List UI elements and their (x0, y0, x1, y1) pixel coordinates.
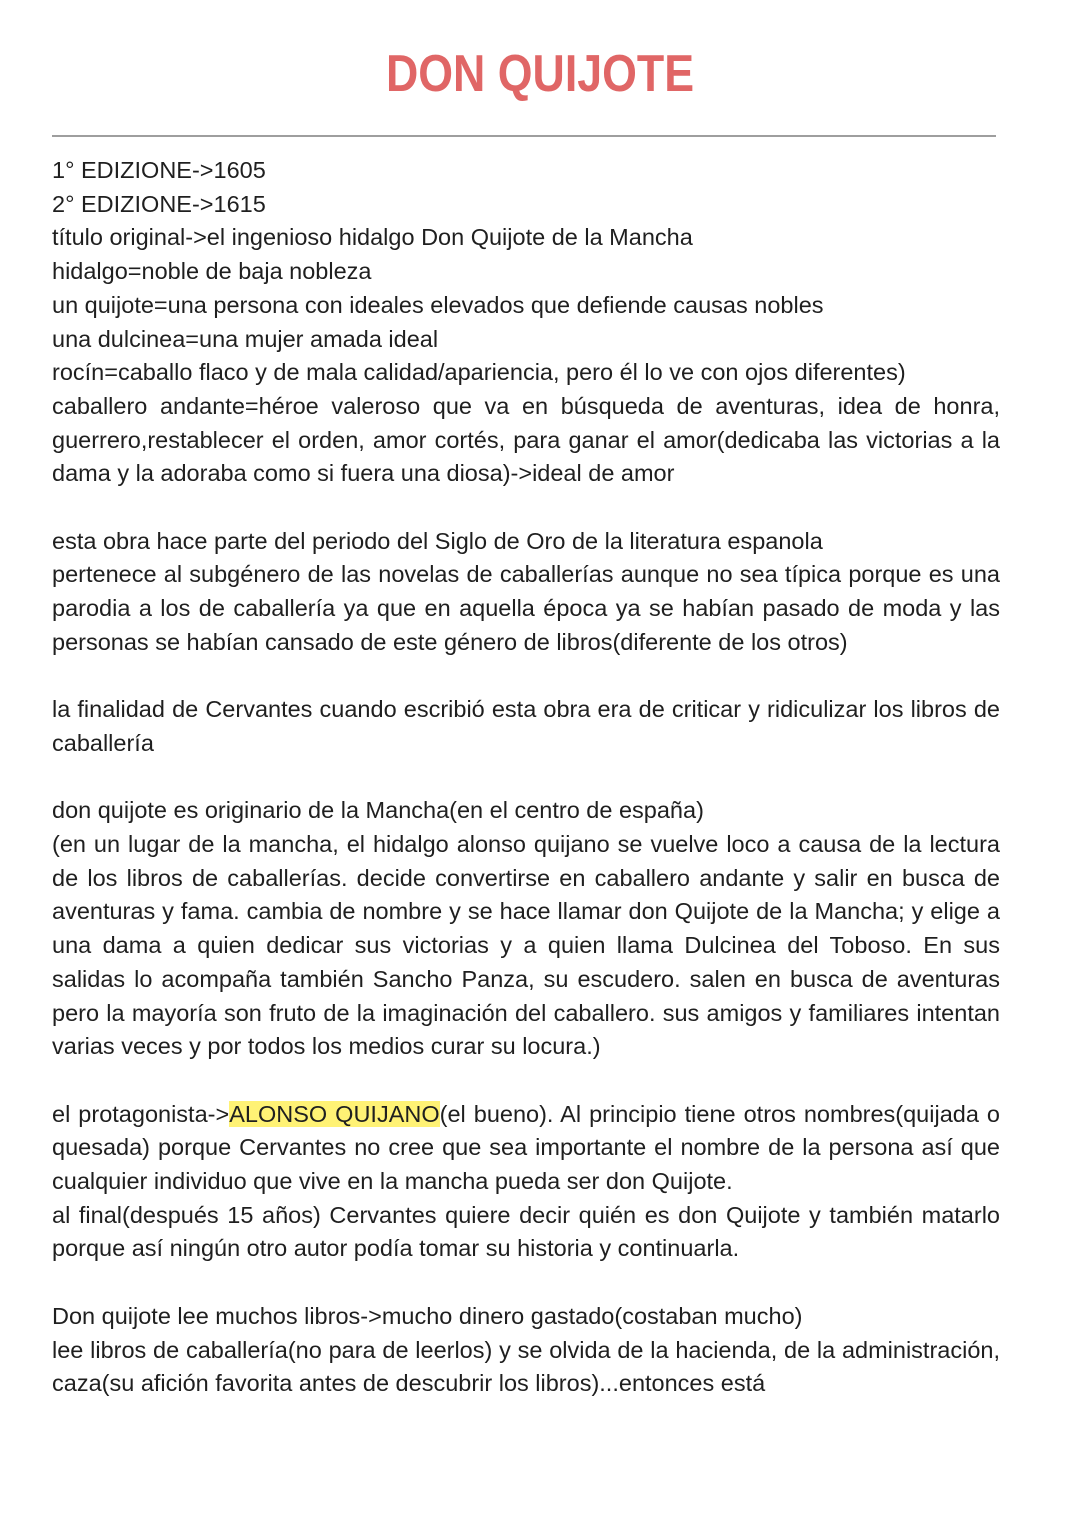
periodo-paragraph: esta obra hace parte del periodo del Siglo de Oro de la literatura espanola (52, 527, 823, 554)
dulcinea-definition: una dulcinea=una mujer amada ideal (52, 325, 439, 352)
document-body (52, 154, 1000, 1401)
paragraph-gap (52, 491, 1000, 525)
paragraph-gap (52, 1266, 1000, 1300)
protagonista-paragraph (52, 1098, 1000, 1199)
edition-2-line: 2° EDIZIONE->1615 (52, 190, 266, 217)
paragraph-gap (52, 1064, 1000, 1098)
edition-1-line: 1° EDIZIONE->1605 (52, 157, 266, 183)
quijote-definition: un quijote=una persona con ideales elevados que defiende causas nobles (52, 291, 824, 318)
protagonista-prefix: el protagonista-> (52, 1100, 230, 1127)
resumen-paragraph: (en un lugar de la mancha, el hidalgo alonso quijano se vuelve loco a causa de la lectura de los libros de caballerías. decide convertirse en caballero andante y salir en busca de aventuras y fama. cambia de nombre y se hace llamar don Quijote de la Mancha; y elige a una dama a quien dedicar sus victorias y a quien llama Dulcinea del Toboso. En sus salidas lo acompaña también Sancho Panza, su escudero. salen en busca de aventuras pero la mayoría son fruto de la imaginación del caballero. sus amigos y familiares intentan varias veces y por todos los medios curar su locura.) (52, 831, 1000, 1060)
original-title-line: título original->el ingenioso hidalgo Don Quijote de la Mancha (52, 224, 693, 251)
libros-line-2: lee libros de caballería(no para de leerlos) y se olvida de la hacienda, de la administración, caza(su afición favorita antes de descubrir los libros)...entonces está (52, 1336, 1000, 1397)
subgenero-paragraph: pertenece al subgénero de las novelas de caballerías aunque no sea típica porque es una parodia a los de caballería ya que en aquella época ya se habían pasado de moda y las personas se habían cansado de este género de libros(diferente de los otros) (52, 561, 1000, 655)
hidalgo-definition: hidalgo=noble de baja nobleza (52, 258, 372, 285)
caballero-definition: caballero andante=héroe valeroso que va en búsqueda de aventuras, idea de honra, guerrero,restablecer el orden, amor cortés, para ganar el amor(dedicaba las victorias a la dama y la adoraba como si fuera una diosa)->ideal de amor (52, 392, 1000, 487)
final-paragraph: al final(después 15 años) Cervantes quiere decir quién es don Quijote y también matarlo porque así ningún otro autor podía tomar su historia y continuarla. (52, 1201, 1000, 1262)
paragraph-gap (52, 761, 1000, 795)
protagonista-name-highlight: ALONSO QUIJANO (229, 1100, 440, 1127)
page-title: DON QUIJOTE (385, 45, 695, 103)
libros-line-1: Don quijote lee muchos libros->mucho dinero gastado(costaban mucho) (52, 1302, 803, 1329)
paragraph-gap (52, 660, 1000, 694)
finalidad-paragraph: la finalidad de Cervantes cuando escribió esta obra era de criticar y ridiculizar los libros de caballería (52, 696, 1000, 756)
protagonista-rest: (el bueno). Al principio tiene otros nombres(quijada o quesada) porque Cervantes no cree que sea importante el nombre de la persona así que cualquier individuo que vive en la mancha pueda ser don Quijote. (52, 1100, 1000, 1195)
rocin-definition: rocín=caballo flaco y de mala calidad/apariencia, pero él lo ve con ojos diferentes) (52, 359, 906, 386)
title-divider (52, 135, 996, 137)
origen-paragraph: don quijote es originario de la Mancha(en el centro de españa) (52, 797, 704, 824)
